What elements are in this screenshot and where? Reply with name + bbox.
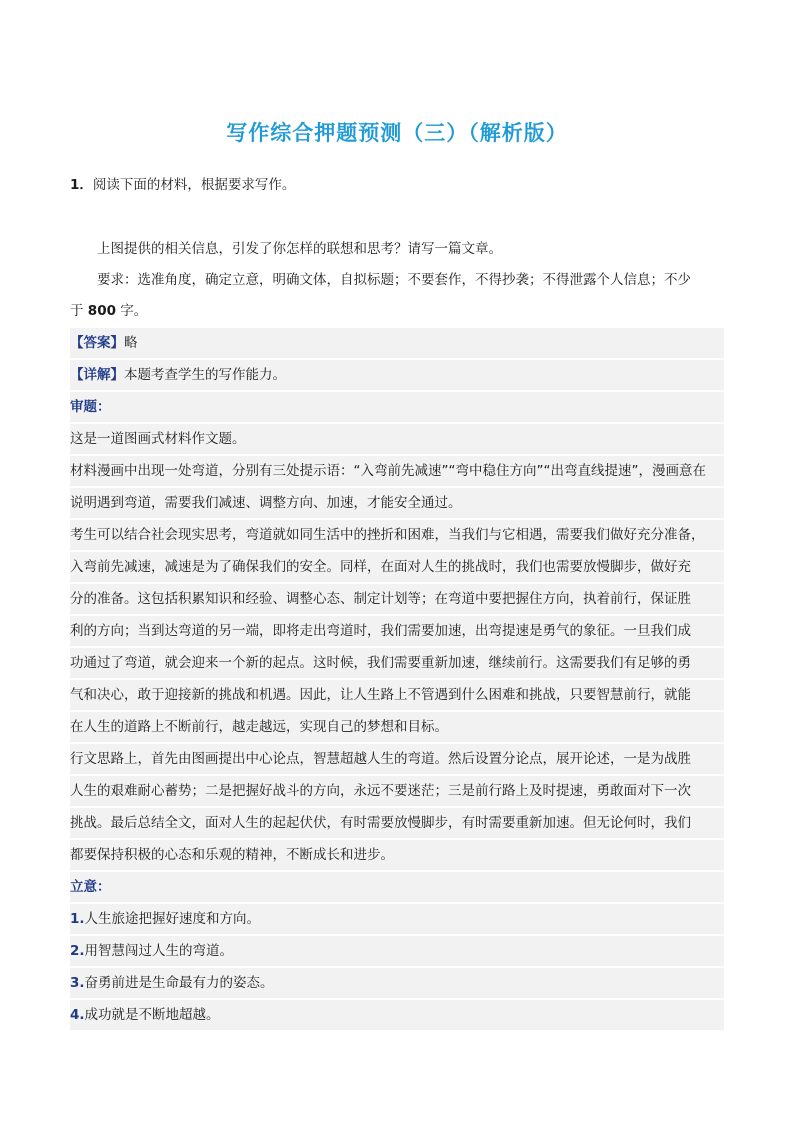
list-item bbox=[70, 1000, 724, 1030]
answer-tag: 【答案】 bbox=[70, 335, 124, 351]
analysis-line: 材料漫画中出现一处弯道，分别有三处提示语：“入弯前先减速”“弯中稳住方向”“出弯直线提速”，漫画意在 bbox=[70, 456, 724, 486]
page-title: 写作综合押题预测（三）（解析版） bbox=[226, 121, 568, 145]
analysis-line: 都要保持积极的心态和乐观的精神，不断成长和进步。 bbox=[70, 840, 724, 870]
question-requirement-2 bbox=[70, 302, 724, 320]
list-item-number: 1. bbox=[70, 911, 85, 927]
req-text-pre: 于 bbox=[70, 303, 88, 319]
list-item bbox=[70, 936, 724, 966]
question-number: 1． bbox=[70, 177, 93, 193]
list-item bbox=[70, 968, 724, 998]
analysis-line: 考生可以结合社会现实思考，弯道就如同生活中的挫折和困难，当我们与它相遇，需要我们做好充分准备， bbox=[70, 520, 724, 550]
question-intro: 上图提供的相关信息，引发了你怎样的联想和思考？请写一篇文章。 bbox=[97, 241, 502, 257]
shenti-label: 审题： bbox=[70, 399, 111, 415]
analysis-line: 挑战。最后总结全文，面对人生的起起伏伏，有时需要放慢脚步，有时需要重新加速。但无论何时，我们 bbox=[70, 808, 724, 838]
question-prompt: 阅读下面的材料，根据要求写作。 bbox=[92, 177, 296, 193]
liyi-label: 立意： bbox=[70, 879, 111, 895]
detail-row bbox=[70, 360, 724, 390]
analysis-line: 这是一道图画式材料作文题。 bbox=[70, 424, 724, 454]
word-count: 800 bbox=[87, 303, 116, 319]
list-item-number: 3. bbox=[70, 975, 85, 991]
liyi-row bbox=[70, 872, 724, 902]
list-item-number: 2. bbox=[70, 943, 85, 959]
analysis-line: 说明遇到弯道，需要我们减速、调整方向、加速，才能安全通过。 bbox=[70, 488, 724, 518]
analysis-line: 分的准备。这包括积累知识和经验、调整心态、制定计划等；在弯道中要把握住方向，执着前行，保证胜 bbox=[70, 584, 724, 614]
list-item-number: 4. bbox=[70, 1007, 85, 1023]
analysis-line: 入弯前先减速，减速是为了确保我们的安全。同样，在面对人生的挑战时，我们也需要放慢脚步，做好充 bbox=[70, 552, 724, 582]
answer-row bbox=[70, 328, 724, 358]
answer-text: 略 bbox=[124, 335, 138, 351]
list-item-text: 成功就是不断地超越。 bbox=[84, 1007, 220, 1023]
analysis-line: 气和决心，敢于迎接新的挑战和机遇。因此，让人生路上不管遇到什么困难和挑战，只要智慧前行，就能 bbox=[70, 680, 724, 710]
detail-tag: 【详解】 bbox=[70, 367, 124, 383]
req-text-post: 字。 bbox=[115, 303, 148, 319]
list-item bbox=[70, 904, 724, 934]
analysis-line: 行文思路上，首先由图画提出中心论点，智慧超越人生的弯道。然后设置分论点，展开论述，一是为战胜 bbox=[70, 744, 724, 774]
analysis-line: 功通过了弯道，就会迎来一个新的起点。这时候，我们需要重新加速，继续前行。这需要我们有足够的勇 bbox=[70, 648, 724, 678]
analysis-line: 利的方向；当到达弯道的另一端，即将走出弯道时，我们需要加速，出弯提速是勇气的象征。一旦我们成 bbox=[70, 616, 724, 646]
analysis-line: 人生的艰难耐心蓄势；二是把握好战斗的方向，永远不要迷茫；三是前行路上及时提速，勇敢面对下一次 bbox=[70, 776, 724, 806]
detail-text: 本题考查学生的写作能力。 bbox=[124, 367, 286, 383]
list-item-text: 奋勇前进是生命最有力的姿态。 bbox=[84, 975, 274, 991]
list-item-text: 用智慧闯过人生的弯道。 bbox=[84, 943, 234, 959]
list-item-text: 人生旅途把握好速度和方向。 bbox=[84, 911, 261, 927]
question-requirement-1: 要求：选准角度，确定立意，明确文体，自拟标题；不要套作，不得抄袭；不得泄露个人信息；不少 bbox=[97, 272, 691, 288]
analysis-line: 在人生的道路上不断前行，越走越远，实现自己的梦想和目标。 bbox=[70, 712, 724, 742]
question-prompt-line bbox=[70, 176, 724, 194]
shenti-row bbox=[70, 392, 724, 422]
